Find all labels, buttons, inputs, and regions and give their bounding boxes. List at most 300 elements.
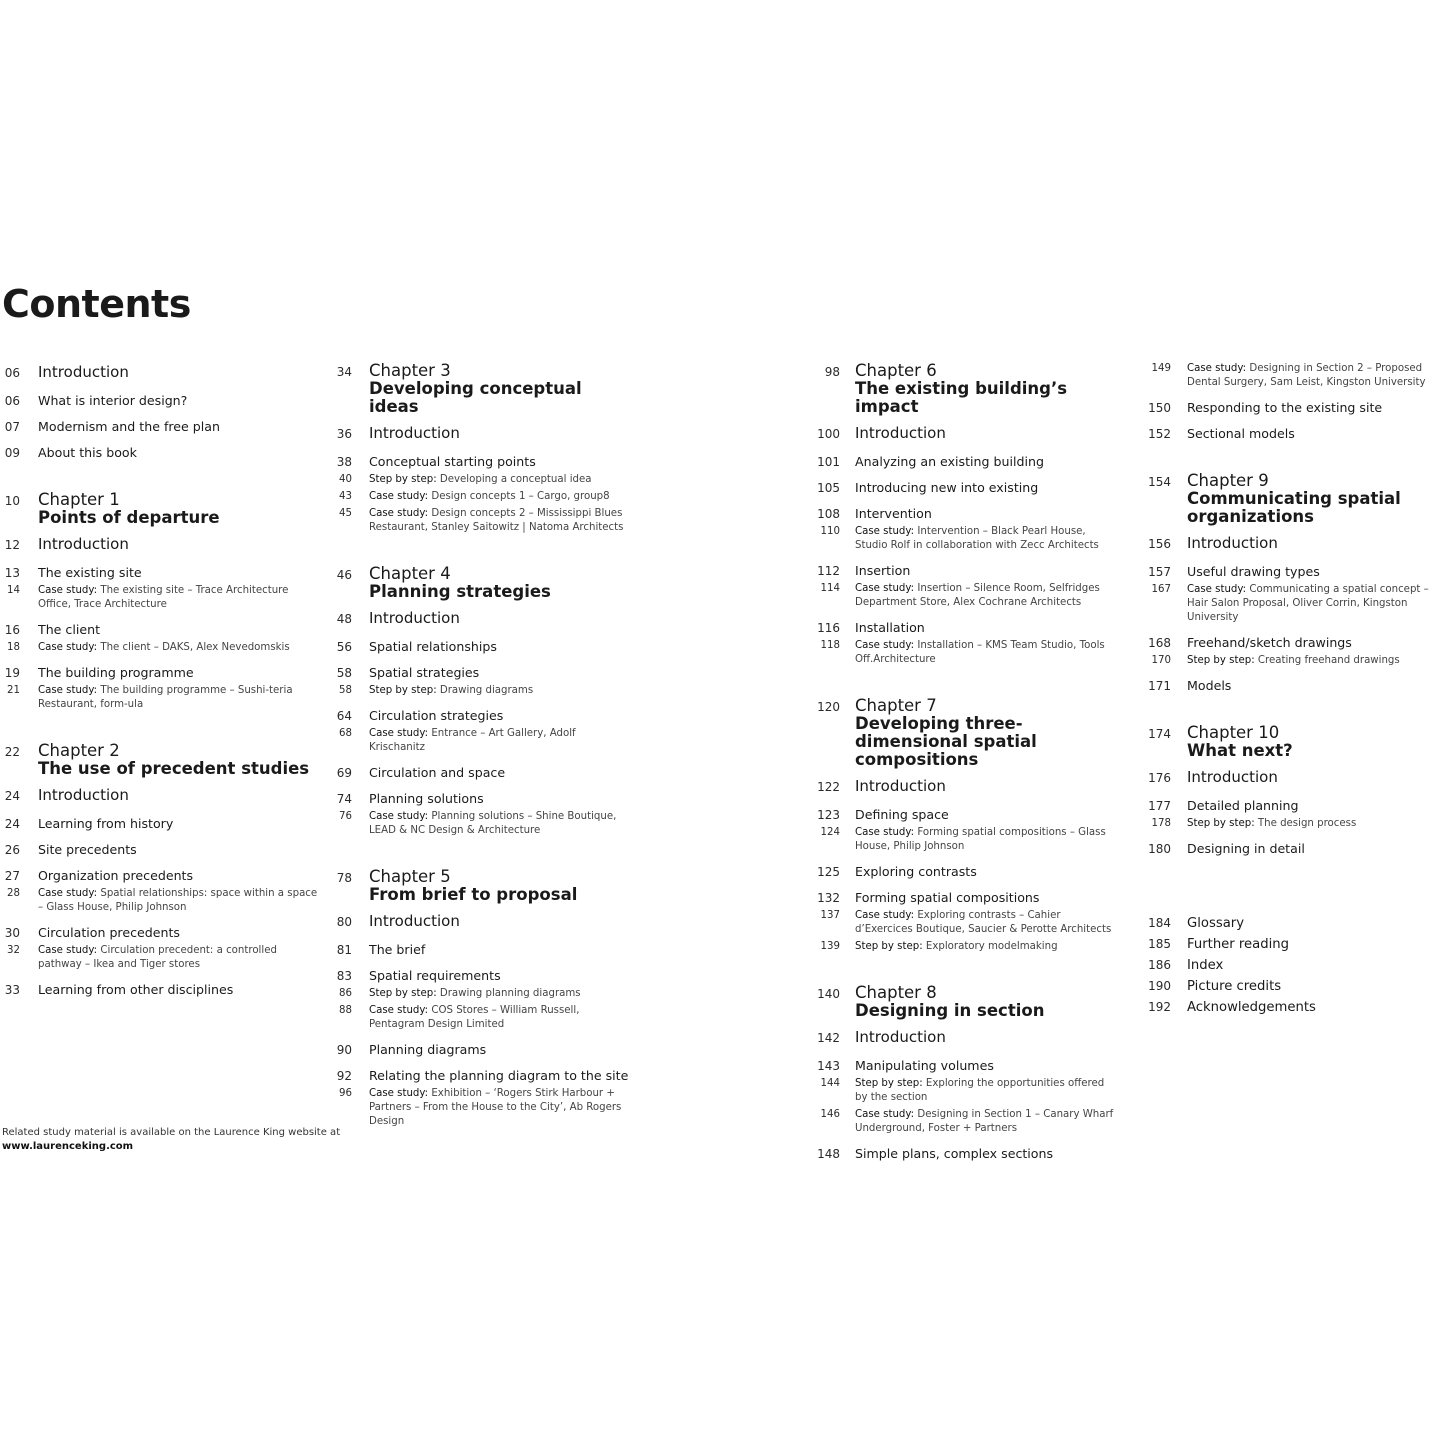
sub-entry[interactable] [333, 727, 633, 755]
sub-entry-title: Communicating a spatial concept – Hair Salon Proposal, Oliver Corrin, Kingston University [1187, 584, 1429, 623]
page-number: 92 [336, 1069, 352, 1083]
page-number: 27 [4, 869, 20, 883]
sub-entry-title: COS Stores – William Russell, Pentagram Design Limited [369, 1005, 580, 1030]
chapter-title: Planning strategies [369, 582, 551, 601]
sub-entry-text [855, 909, 1115, 937]
chapter-title: The existing building’s impact [855, 379, 1068, 416]
toc-entry[interactable] [815, 1058, 1115, 1074]
page-number: 148 [817, 1147, 840, 1161]
page-number: 114 [820, 583, 840, 594]
chapter-label: Chapter 5 [369, 867, 451, 886]
chapter-heading[interactable] [815, 362, 1115, 416]
page-number: 22 [4, 745, 20, 759]
toc-entry[interactable] [0, 445, 318, 461]
footer-note [2, 1126, 340, 1154]
entry-title: Intervention [855, 506, 932, 521]
entry-title: Introduction [38, 786, 129, 804]
toc-entry[interactable] [0, 816, 318, 832]
sub-entry[interactable] [1147, 362, 1447, 390]
chapter-label: Chapter 6 [855, 361, 937, 380]
sub-entry-prefix: Case study: [855, 583, 915, 594]
entry-title: Introducing new into existing [855, 480, 1039, 495]
page-number: 24 [4, 817, 20, 831]
page-number: 152 [1148, 427, 1171, 441]
page-number: 58 [339, 685, 352, 696]
chapter-label: Chapter 3 [369, 361, 451, 380]
page-number: 74 [336, 792, 352, 806]
toc-entry[interactable] [1147, 767, 1447, 788]
toc-entry[interactable] [1147, 635, 1447, 651]
toc-entry[interactable] [0, 842, 318, 858]
entry-title: Site precedents [38, 842, 137, 857]
toc-entry[interactable] [0, 393, 318, 409]
page-number: 12 [4, 538, 20, 552]
sub-entry-text [369, 1004, 633, 1032]
contents-column-1 [0, 362, 318, 998]
sub-entry[interactable] [815, 909, 1115, 937]
entry-title: Introduction [855, 424, 946, 442]
page-number: 116 [817, 621, 840, 635]
toc-entry[interactable] [1147, 400, 1447, 416]
entry-title: Forming spatial compositions [855, 890, 1040, 905]
page-number: 137 [820, 910, 840, 921]
sub-entry-title: The building programme – Sushi-teria Restaurant, form-ula [38, 685, 293, 710]
entry-title: Modernism and the free plan [38, 419, 220, 434]
sub-entry-text [855, 940, 1058, 954]
entry-title: Spatial relationships [369, 639, 497, 654]
page-number: 19 [4, 666, 20, 680]
entry-title: Defining space [855, 807, 949, 822]
sub-entry-title: Drawing planning diagrams [439, 988, 581, 999]
chapter-title: Developing three-dimensional spatial compositions [855, 714, 1037, 769]
page-number: 10 [4, 494, 20, 508]
sub-entry-text [369, 507, 633, 535]
page-number: 90 [336, 1043, 352, 1057]
sub-entry-title: The client – DAKS, Alex Nevedomskis [100, 642, 290, 653]
sub-entry[interactable] [815, 525, 1115, 553]
entry-title: Sectional models [1187, 426, 1295, 441]
entry-title: Useful drawing types [1187, 564, 1320, 579]
toc-entry[interactable] [815, 890, 1115, 906]
sub-entry-prefix: Case study: [855, 1109, 915, 1120]
sub-entry-prefix: Case study: [1187, 363, 1247, 374]
sub-entry[interactable] [0, 641, 318, 655]
sub-entry-text [38, 944, 318, 972]
sub-entry[interactable] [0, 584, 318, 612]
page-number: 78 [336, 871, 352, 885]
entry-title: The client [38, 622, 101, 637]
sub-entry-text [855, 525, 1115, 553]
sub-entry-text [38, 887, 318, 915]
chapter-heading[interactable] [1147, 472, 1447, 526]
sub-entry[interactable] [1147, 654, 1447, 668]
entry-title: About this book [38, 445, 137, 460]
page-number: 171 [1148, 679, 1171, 693]
sub-entry-title: The design process [1257, 818, 1357, 829]
page-number: 143 [817, 1059, 840, 1073]
sub-entry[interactable] [0, 887, 318, 915]
toc-entry[interactable] [815, 620, 1115, 636]
entry-title: Planning diagrams [369, 1042, 487, 1057]
toc-entry[interactable] [815, 1027, 1115, 1048]
footer-url-link[interactable]: www.laurenceking.com [2, 1141, 134, 1152]
entry-title: Installation [855, 620, 925, 635]
page-number: 100 [817, 427, 840, 441]
sub-entry[interactable] [815, 940, 1115, 954]
toc-entry[interactable] [0, 419, 318, 435]
toc-entry[interactable] [333, 423, 633, 444]
contents-column-2 [333, 362, 633, 1129]
sub-entry-title: Entrance – Art Gallery, Adolf Krischanitz [369, 728, 576, 753]
chapter-title-block [1187, 472, 1447, 526]
sub-entry-text [369, 490, 610, 504]
entry-title: Responding to the existing site [1187, 400, 1383, 415]
page-number: 68 [339, 728, 352, 739]
toc-entry[interactable] [815, 563, 1115, 579]
sub-entry-title: Installation – KMS Team Studio, Tools Off.Architecture [855, 640, 1105, 665]
toc-entry[interactable] [0, 622, 318, 638]
toc-entry[interactable] [815, 807, 1115, 823]
sub-entry-text [38, 584, 318, 612]
entry-title: What is interior design? [38, 393, 188, 408]
entry-title: Acknowledgements [1187, 1000, 1316, 1015]
sub-entry-prefix: Step by step: [1187, 818, 1255, 829]
sub-entry[interactable] [815, 1108, 1115, 1136]
sub-entry-prefix: Case study: [855, 910, 915, 921]
page-number: 98 [824, 365, 840, 379]
sub-entry-text [855, 1077, 1115, 1105]
sub-entry[interactable] [1147, 583, 1447, 625]
page-number: 30 [4, 926, 20, 940]
sub-entry[interactable] [1147, 817, 1447, 831]
page-number: 45 [339, 508, 352, 519]
page-number: 28 [7, 888, 20, 899]
toc-entry[interactable] [0, 565, 318, 581]
sub-entry-prefix: Step by step: [369, 685, 437, 696]
sub-entry[interactable] [0, 684, 318, 712]
toc-entry[interactable] [0, 665, 318, 681]
toc-entry[interactable] [0, 534, 318, 555]
toc-entry[interactable] [333, 911, 633, 932]
entry-title: Introduction [855, 1028, 946, 1046]
page-number: 09 [4, 446, 20, 460]
page-number: 64 [336, 709, 352, 723]
sub-entry-text [369, 684, 533, 698]
sub-entry-text [369, 987, 581, 1001]
sub-entry[interactable] [0, 944, 318, 972]
page-number: 167 [1151, 584, 1171, 595]
toc-entry[interactable] [333, 665, 633, 681]
entry-title: Simple plans, complex sections [855, 1146, 1054, 1161]
sub-entry-title: Exhibition – ‘Rogers Stirk Harbour + Partners – From the House to the City’, Ab Rogers Design [369, 1088, 622, 1127]
chapter-title: Points of departure [38, 508, 220, 527]
back-matter-entry[interactable] [1147, 976, 1447, 997]
sub-entry-text [855, 826, 1115, 854]
toc-entry[interactable] [1147, 678, 1447, 694]
chapter-heading[interactable] [815, 984, 1115, 1020]
back-matter-entry[interactable] [1147, 997, 1447, 1018]
toc-entry[interactable] [1147, 798, 1447, 814]
entry-title: Introduction [38, 535, 129, 553]
entry-title: Further reading [1187, 937, 1289, 952]
entry-title: Freehand/sketch drawings [1187, 635, 1352, 650]
sub-entry[interactable] [333, 684, 633, 698]
chapter-title: Communicating spatial organizations [1187, 489, 1401, 526]
page-number: 112 [817, 564, 840, 578]
sub-entry-prefix: Case study: [369, 728, 429, 739]
chapter-label: Chapter 8 [855, 983, 937, 1002]
entry-title: Introduction [38, 363, 129, 381]
sub-entry-prefix: Case study: [369, 508, 429, 519]
entry-title: Circulation precedents [38, 925, 180, 940]
toc-entry[interactable] [1147, 533, 1447, 554]
toc-entry[interactable] [815, 506, 1115, 522]
toc-entry[interactable] [333, 1068, 633, 1084]
page-number: 07 [4, 420, 20, 434]
sub-entry-title: Intervention – Black Pearl House, Studio Rolf in collaboration with Zecc Architects [855, 526, 1099, 551]
page-number: 185 [1148, 937, 1171, 951]
page-number: 83 [336, 969, 352, 983]
page-number: 146 [820, 1109, 840, 1120]
sub-entry[interactable] [333, 1004, 633, 1032]
sub-entry[interactable] [333, 473, 633, 487]
toc-entry[interactable] [1147, 426, 1447, 442]
chapter-heading[interactable] [333, 868, 633, 904]
sub-entry-title: Planning solutions – Shine Boutique, LEAD & NC Design & Architecture [369, 811, 617, 836]
sub-entry-title: Designing in Section 1 – Canary Wharf Underground, Foster + Partners [855, 1109, 1114, 1134]
page-number: 154 [1148, 475, 1171, 489]
page-number: 156 [1148, 537, 1171, 551]
chapter-heading[interactable] [0, 742, 318, 778]
page-number: 176 [1148, 771, 1171, 785]
page-title: Contents [2, 282, 191, 326]
toc-entry[interactable] [333, 1042, 633, 1058]
sub-entry[interactable] [333, 987, 633, 1001]
chapter-label: Chapter 9 [1187, 471, 1269, 490]
chapter-title: What next? [1187, 741, 1293, 760]
page-number: 177 [1148, 799, 1171, 813]
sub-entry-text [369, 810, 633, 838]
page-number: 180 [1148, 842, 1171, 856]
toc-entry[interactable] [333, 765, 633, 781]
sub-entry-text [1187, 654, 1400, 668]
page-number: 88 [339, 1005, 352, 1016]
page-number: 06 [4, 366, 20, 380]
chapter-title-block [1187, 724, 1293, 760]
page-number: 132 [817, 891, 840, 905]
sub-entry-title: Exploring the opportunities offered by the section [855, 1078, 1105, 1103]
sub-entry-prefix: Step by step: [855, 941, 923, 952]
toc-entry[interactable] [333, 968, 633, 984]
toc-entry[interactable] [0, 785, 318, 806]
sub-entry-text [855, 582, 1115, 610]
page-number: 40 [339, 474, 352, 485]
sub-entry-text [1187, 362, 1447, 390]
sub-entry-text [369, 1087, 633, 1129]
page-number: 190 [1148, 979, 1171, 993]
page-number: 26 [4, 843, 20, 857]
page-number: 32 [7, 945, 20, 956]
page-number: 150 [1148, 401, 1171, 415]
entry-title: The existing site [38, 565, 142, 580]
entry-title: Spatial strategies [369, 665, 480, 680]
sub-entry-prefix: Step by step: [369, 474, 437, 485]
sub-entry[interactable] [333, 507, 633, 535]
sub-entry-title: Forming spatial compositions – Glass House, Philip Johnson [855, 827, 1106, 852]
page-number: 108 [817, 507, 840, 521]
chapter-title-block [38, 742, 309, 778]
sub-entry-prefix: Case study: [369, 1088, 429, 1099]
toc-entry[interactable] [0, 925, 318, 941]
page-number: 125 [817, 865, 840, 879]
chapter-label: Chapter 1 [38, 490, 120, 509]
entry-title: Introduction [1187, 768, 1278, 786]
page-number: 184 [1148, 916, 1171, 930]
page-number: 86 [339, 988, 352, 999]
page-number: 58 [336, 666, 352, 680]
page-number: 13 [4, 566, 20, 580]
entry-title: Manipulating volumes [855, 1058, 994, 1073]
sub-entry-text [38, 641, 290, 655]
entry-title: The building programme [38, 665, 194, 680]
entry-title: Circulation strategies [369, 708, 504, 723]
sub-entry-title: Drawing diagrams [439, 685, 534, 696]
page-number: 105 [817, 481, 840, 495]
page-number: 110 [820, 526, 840, 537]
toc-entry[interactable] [0, 362, 318, 383]
sub-entry-title: Design concepts 1 – Cargo, group8 [431, 491, 610, 502]
sub-entry-title: Exploring contrasts – Cahier d’Exercices Boutique, Saucier & Perotte Architects [855, 910, 1112, 935]
sub-entry[interactable] [333, 490, 633, 504]
chapter-title: Designing in section [855, 1001, 1045, 1020]
page-number: 149 [1151, 363, 1171, 374]
toc-entry[interactable] [333, 942, 633, 958]
sub-entry-prefix: Step by step: [855, 1078, 923, 1089]
entry-title: Organization precedents [38, 868, 194, 883]
chapter-heading[interactable] [0, 491, 318, 527]
page-number: 48 [336, 612, 352, 626]
chapter-title-block [855, 984, 1044, 1020]
toc-entry[interactable] [815, 480, 1115, 496]
chapter-title-block [855, 362, 1115, 416]
entry-title: Glossary [1187, 916, 1244, 931]
toc-entry[interactable] [815, 454, 1115, 470]
footer-text: Related study material is available on the Laurence King website at [2, 1127, 341, 1138]
entry-title: Circulation and space [369, 765, 506, 780]
toc-entry[interactable] [0, 868, 318, 884]
sub-entry-title: Insertion – Silence Room, Selfridges Department Store, Alex Cochrane Architects [855, 583, 1100, 608]
entry-title: Learning from history [38, 816, 174, 831]
sub-entry[interactable] [815, 826, 1115, 854]
entry-title: Analyzing an existing building [855, 454, 1044, 469]
sub-entry-prefix: Step by step: [1187, 655, 1255, 666]
entry-title: Detailed planning [1187, 798, 1299, 813]
chapter-title: Developing conceptual ideas [369, 379, 582, 416]
sub-entry-prefix: Case study: [855, 827, 915, 838]
sub-entry-title: Spatial relationships: space within a space – Glass House, Philip Johnson [38, 888, 318, 913]
toc-entry[interactable] [815, 423, 1115, 444]
back-matter-entry[interactable] [1147, 955, 1447, 976]
sub-entry-text [855, 639, 1115, 667]
page-number: 101 [817, 455, 840, 469]
page-number: 120 [817, 700, 840, 714]
page-number: 46 [336, 568, 352, 582]
sub-entry[interactable] [815, 1077, 1115, 1105]
sub-entry-text [1187, 583, 1447, 625]
sub-entry[interactable] [815, 582, 1115, 610]
sub-entry-prefix: Case study: [855, 526, 915, 537]
entry-title: Index [1187, 958, 1224, 973]
chapter-title-block [369, 565, 551, 601]
toc-entry[interactable] [333, 708, 633, 724]
page-number: 16 [4, 623, 20, 637]
sub-entry-title: Creating freehand drawings [1257, 655, 1400, 666]
chapter-heading[interactable] [815, 697, 1115, 769]
page-number: 144 [820, 1078, 840, 1089]
page-number: 124 [820, 827, 840, 838]
chapter-heading[interactable] [333, 362, 633, 416]
sub-entry[interactable] [815, 639, 1115, 667]
sub-entry-prefix: Step by step: [369, 988, 437, 999]
entry-title: Models [1187, 678, 1232, 693]
chapter-title-block [369, 362, 633, 416]
toc-entry[interactable] [333, 454, 633, 470]
back-matter-entry[interactable] [1147, 934, 1447, 955]
sub-entry[interactable] [333, 1087, 633, 1129]
page-number: 168 [1148, 636, 1171, 650]
toc-entry[interactable] [815, 776, 1115, 797]
page-number: 33 [4, 983, 20, 997]
page-number: 38 [336, 455, 352, 469]
toc-entry[interactable] [1147, 564, 1447, 580]
page-number: 139 [820, 941, 840, 952]
toc-entry[interactable] [1147, 841, 1447, 857]
page-number: 96 [339, 1088, 352, 1099]
sub-entry-prefix: Case study: [369, 491, 429, 502]
toc-entry[interactable] [333, 608, 633, 629]
entry-title: Introduction [855, 777, 946, 795]
toc-entry[interactable] [0, 982, 318, 998]
back-matter-list [1147, 913, 1447, 1018]
page-number: 140 [817, 987, 840, 1001]
page-number: 36 [336, 427, 352, 441]
page-number: 69 [336, 766, 352, 780]
entry-title: Introduction [369, 424, 460, 442]
chapter-heading[interactable] [333, 565, 633, 601]
page-number: 178 [1151, 818, 1171, 829]
page-number: 43 [339, 491, 352, 502]
chapter-heading[interactable] [1147, 724, 1447, 760]
sub-entry-prefix: Case study: [38, 642, 98, 653]
sub-entry[interactable] [333, 810, 633, 838]
sub-entry-text [369, 473, 592, 487]
page-number: 157 [1148, 565, 1171, 579]
entry-title: Introduction [1187, 534, 1278, 552]
toc-entry[interactable] [815, 864, 1115, 880]
toc-entry[interactable] [333, 639, 633, 655]
page-number: 123 [817, 808, 840, 822]
sub-entry-prefix: Case study: [38, 945, 98, 956]
sub-entry-title: Design concepts 2 – Mississippi Blues Restaurant, Stanley Saitowitz | Natoma Architects [369, 508, 624, 533]
page-number: 186 [1148, 958, 1171, 972]
sub-entry-title: The existing site – Trace Architecture Office, Trace Architecture [38, 585, 289, 610]
sub-entry-prefix: Case study: [369, 811, 429, 822]
entry-title: Exploring contrasts [855, 864, 977, 879]
back-matter-entry[interactable] [1147, 913, 1447, 934]
toc-entry[interactable] [333, 791, 633, 807]
chapter-label: Chapter 2 [38, 741, 120, 760]
toc-entry[interactable] [815, 1146, 1115, 1162]
